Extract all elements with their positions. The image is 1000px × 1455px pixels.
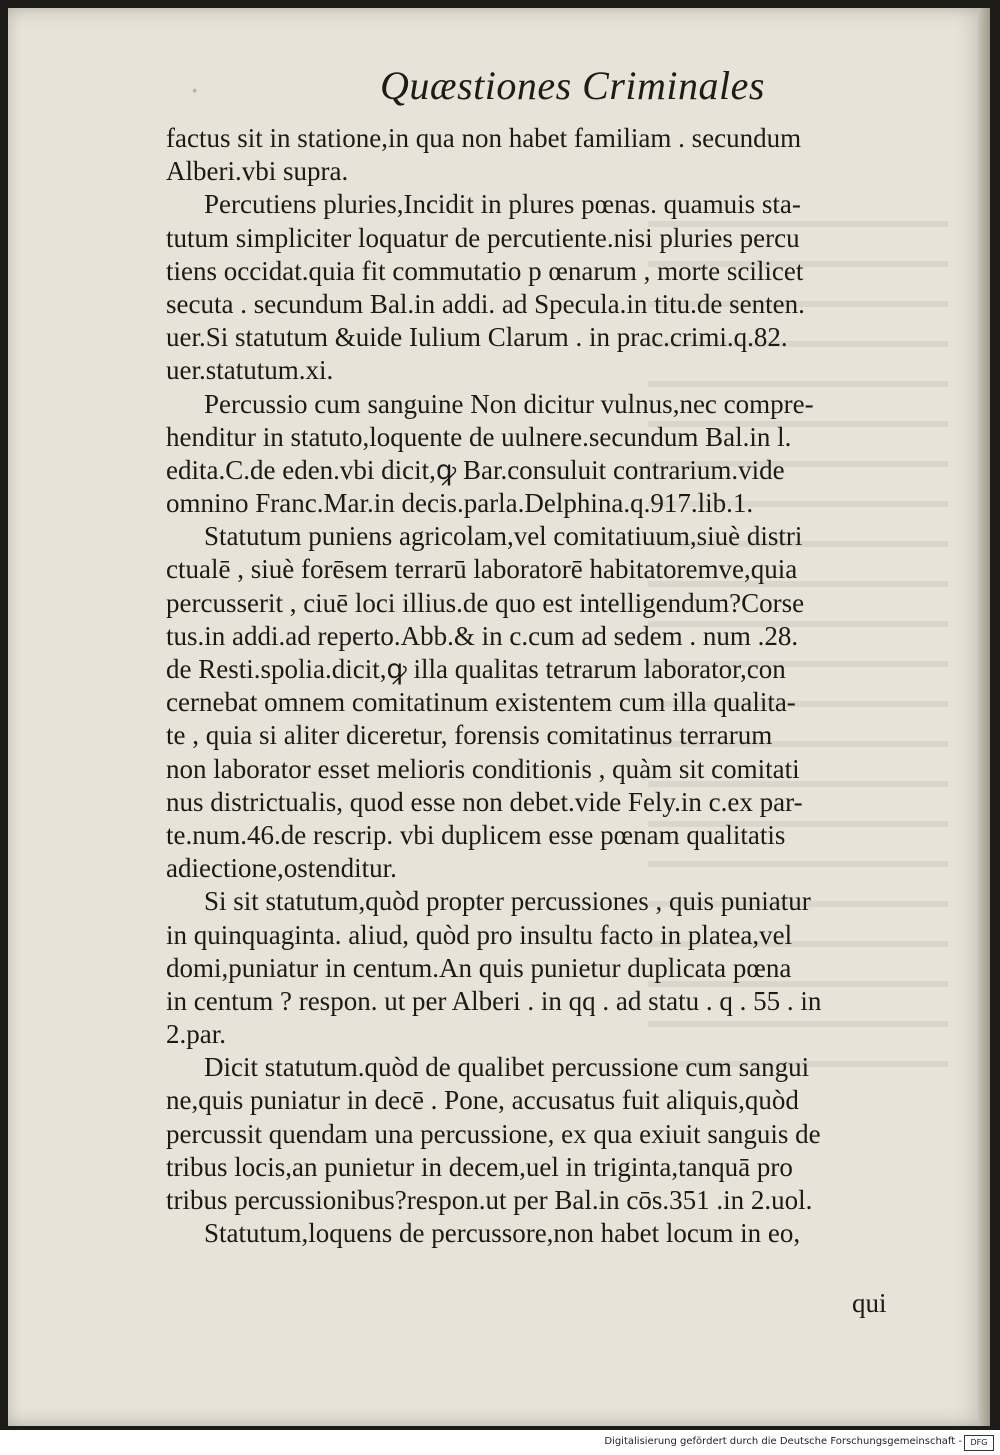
text-line: tribus percussionibus?respon.ut per Bal.in cōs.351 .in 2.uol. [166,1185,813,1215]
text-line: Percutiens pluries,Incidit in plures pœnas. quamuis sta- [204,189,801,220]
text-line: Statutum puniens agricolam,vel comitatiuum,siuè distri [204,521,803,552]
text-line: cernebat omnem comitatinum existentem cum illa qualita- [166,687,796,718]
text-line: tiens occidat.quia fit commutatio p œnarum , morte scilicet [166,255,804,286]
text-line: de Resti.spolia.dicit,ꝙ illa qualitas tetrarum laborator,con [166,654,786,684]
dfg-logo-icon[interactable]: DFG [964,1435,994,1451]
text-line: ne,quis puniatur in decē . Pone, accusatus fuit aliquis,quòd [166,1085,799,1116]
text-line: percussit quendam una percussione, ex qua exiuit sanguis de [166,1118,821,1149]
text-line: Dicit statutum.quòd de qualibet percussione cum sangui [204,1052,810,1083]
text-line: te.num.46.de rescrip. vbi duplicem esse pœnam qualitatis [166,819,786,850]
text-line: uer.statutum.xi. [166,355,334,386]
text-line: in quinquaginta. aliud, quòd pro insultu facto in platea,vel [166,919,793,950]
text-line: tutum simpliciter loquatur de percutiente.nisi pluries percu [166,222,800,253]
text-line: Statutum,loquens de percussore,non habet locum in eo, [204,1218,801,1249]
text-line: 2.par. [166,1019,226,1050]
text-line: percusserit , ciuē loci illius.de quo est intelligendum?Corse [166,587,805,618]
catchword: qui [852,1288,887,1318]
digitization-note: Digitalisierung gefördert durch die Deutsche Forschungsgemeinschaft - [604,1436,962,1447]
text-line: te , quia si aliter diceretur, forensis comitatinus terrarum [166,720,773,751]
text-line: tus.in addi.ad reperto.Abb.& in c.cum ad sedem . num .28. [166,620,799,651]
text-line: omnino Franc.Mar.in decis.parla.Delphina.q.917.lib.1. [166,488,754,519]
running-title: Quæstiones Criminales [380,63,765,108]
text-line: factus sit in statione,in qua non habet familiam . secundum [166,123,802,153]
text-line: Alberi.vbi supra. [166,156,349,187]
text-line: ctualē , siuè forēsem terrarū laboratorē habitatoremve,quia [166,554,798,585]
text-line: henditur in statuto,loquente de uulnere.secundum Bal.in l. [166,421,792,452]
text-line: uer.Si statutum &uide Iulium Clarum . in prac.crimi.q.82. [166,322,788,353]
text-line: Si sit statutum,quòd propter percussiones , quis puniatur [204,886,811,917]
faded-page-number-mark: · [190,74,200,109]
text-line: tribus locis,an punietur in decem,uel in triginta,tanquā pro [166,1151,793,1182]
text-line: nus districtualis, quod esse non debet.vide Fely.in c.ex par- [166,786,803,817]
text-line: adiectione,ostenditur. [166,853,397,884]
text-line: domi,puniatur in centum.An quis punietur duplicata pœna [166,952,792,983]
body-text [166,122,946,1250]
footer-bar [0,1430,1000,1455]
text-line: non laborator esset melioris conditionis , quàm sit comitati [166,753,800,784]
text-line: Percussio cum sanguine Non dicitur vulnus,nec compre- [204,388,814,419]
text-line: edita.C.de eden.vbi dicit,ꝙ Bar.consuluit contrarium.vide [166,454,785,485]
text-line: in centum ? respon. ut per Alberi . in qq . ad statu . q . 55 . in [166,985,822,1016]
page-edge [978,8,990,1426]
text-line: secuta . secundum Bal.in addi. ad Specula.in titu.de senten. [166,288,805,319]
